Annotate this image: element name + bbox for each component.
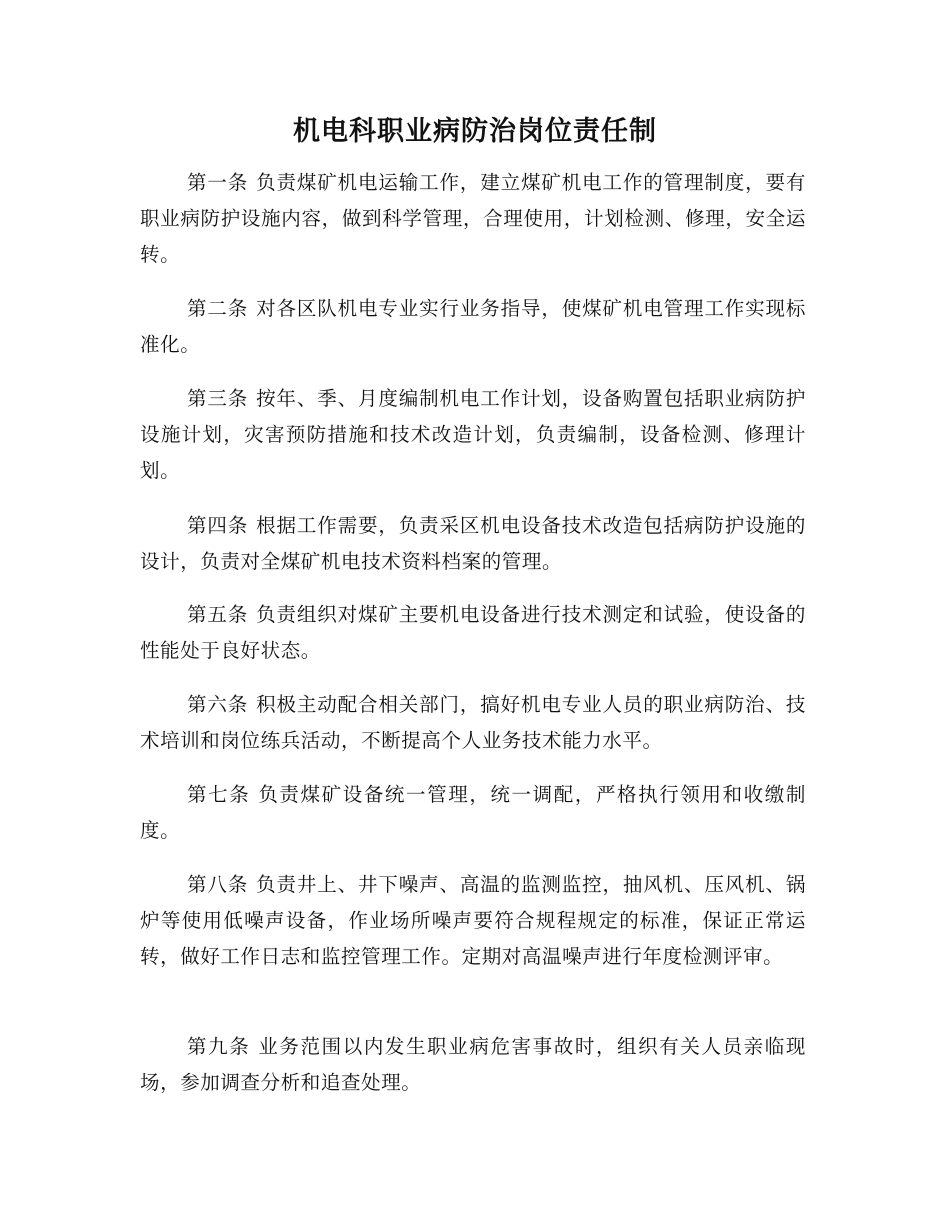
article-label: 第三条 bbox=[187, 387, 249, 410]
article-text: 负责组织对煤矿主要机电设备进行技术测定和试验，使设备的性能处于良好状态。 bbox=[140, 603, 806, 662]
article-4 bbox=[140, 508, 806, 580]
article-label: 第七条 bbox=[187, 783, 251, 806]
document-title: 机电科职业病防治岗位责任制 bbox=[293, 116, 657, 147]
article-label: 第八条 bbox=[187, 873, 249, 896]
article-2 bbox=[140, 291, 806, 363]
article-5 bbox=[140, 597, 806, 669]
article-label: 第一条 bbox=[187, 171, 249, 194]
article-label: 第四条 bbox=[187, 514, 249, 537]
article-text: 积极主动配合相关部门，搞好机电专业人员的职业病防治、技术培训和岗位练兵活动，不断提高个人业务技术能力水平。 bbox=[140, 693, 806, 752]
article-label: 第九条 bbox=[187, 1035, 251, 1058]
article-text: 负责煤矿机电运输工作，建立煤矿机电工作的管理制度，要有职业病防护设施内容，做到科学管理，合理使用，计划检测、修理，安全运转。 bbox=[140, 171, 806, 266]
article-6 bbox=[140, 687, 806, 759]
article-label: 第五条 bbox=[187, 603, 249, 626]
article-9 bbox=[140, 1029, 806, 1101]
article-text: 对各区队机电专业实行业务指导，使煤矿机电管理工作实现标准化。 bbox=[140, 297, 806, 356]
article-text: 负责煤矿设备统一管理，统一调配，严格执行领用和收缴制度。 bbox=[140, 783, 806, 842]
article-1 bbox=[140, 165, 806, 273]
article-text: 按年、季、月度编制机电工作计划，设备购置包括职业病防护设施计划，灾害预防措施和技术改造计划，负责编制，设备检测、修理计划。 bbox=[140, 387, 806, 482]
article-3 bbox=[140, 381, 806, 489]
article-text: 根据工作需要，负责采区机电设备技术改造包括病防护设施的设计，负责对全煤矿机电技术资料档案的管理。 bbox=[140, 514, 806, 573]
article-text: 业务范围以内发生职业病危害事故时，组织有关人员亲临现场，参加调查分析和追查处理。 bbox=[140, 1035, 806, 1094]
article-label: 第六条 bbox=[187, 693, 249, 716]
article-text: 负责井上、井下噪声、高温的监测监控，抽风机、压风机、锅炉等使用低噪声设备，作业场所噪声要符合规程规定的标准，保证正常运转，做好工作日志和监控管理工作。定期对高温噪声进行年度检测评审。 bbox=[140, 873, 806, 968]
article-8 bbox=[140, 867, 806, 975]
article-label: 第二条 bbox=[187, 297, 249, 320]
article-7 bbox=[140, 777, 806, 849]
